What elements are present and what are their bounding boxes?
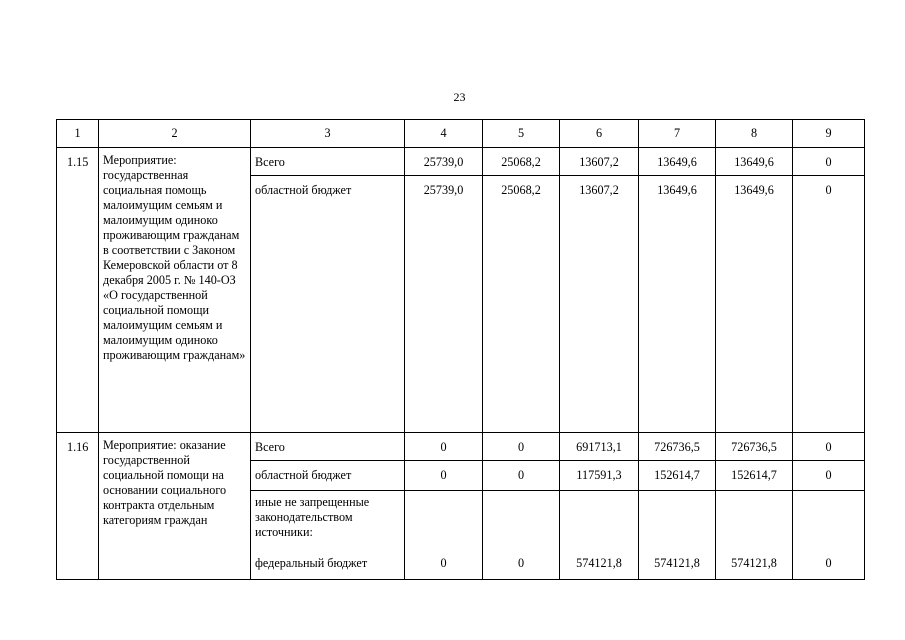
value-cell: 0	[793, 176, 865, 433]
source-label: областной бюджет	[251, 176, 405, 433]
value-cell: 726736,5	[716, 433, 793, 461]
header-row	[57, 120, 865, 148]
header-cell: 7	[639, 120, 716, 148]
header-cell: 9	[793, 120, 865, 148]
header-cell: 8	[716, 120, 793, 148]
value-cell: 0	[793, 433, 865, 461]
value-cell: 0	[483, 461, 560, 491]
source-label: федеральный бюджет	[255, 556, 368, 570]
value-text: 574121,8	[576, 556, 622, 570]
source-heading: иные не запрещенные законодательством источники:	[255, 495, 370, 539]
row-number: 1.16	[57, 433, 99, 580]
value-cell	[716, 491, 793, 580]
value-cell: 13607,2	[560, 176, 639, 433]
header-cell: 3	[251, 120, 405, 148]
budget-table	[56, 119, 865, 580]
source-cell	[251, 491, 405, 580]
header-cell: 1	[57, 120, 99, 148]
source-label: областной бюджет	[251, 461, 405, 491]
row-number: 1.15	[57, 148, 99, 433]
value-cell	[793, 491, 865, 580]
value-cell: 0	[405, 461, 483, 491]
table-row	[57, 433, 865, 461]
value-cell	[560, 491, 639, 580]
value-cell: 13607,2	[560, 148, 639, 176]
header-cell: 2	[99, 120, 251, 148]
value-text: 0	[517, 556, 525, 570]
row-description: Мероприятие: государственная социальная помощь малоимущим семьям и малоимущим одиноко проживающим гражданам в соответствии с Законом Кемеровской области от 8 декабря 2005 г. № 140-ОЗ «О государственной социальной помощи малоимущим семьям и малоимущим одиноко проживающим гражданам»	[99, 148, 251, 433]
value-cell: 691713,1	[560, 433, 639, 461]
value-cell: 25068,2	[483, 176, 560, 433]
value-cell: 0	[793, 461, 865, 491]
value-text: 0	[825, 556, 832, 570]
table-row	[57, 148, 865, 176]
value-cell: 152614,7	[639, 461, 716, 491]
value-cell: 25739,0	[405, 148, 483, 176]
value-cell: 25068,2	[483, 148, 560, 176]
value-cell: 13649,6	[639, 148, 716, 176]
value-cell: 13649,6	[639, 176, 716, 433]
value-cell: 25739,0	[405, 176, 483, 433]
value-cell: 13649,6	[716, 148, 793, 176]
value-text: 574121,8	[654, 556, 700, 570]
header-cell: 6	[560, 120, 639, 148]
row-description: Мероприятие: оказание государственной социальной помощи на основании социального контракта отдельным категориям граждан	[99, 433, 251, 580]
value-text: 0	[440, 556, 447, 570]
value-cell: 0	[483, 433, 560, 461]
value-cell: 0	[405, 433, 483, 461]
header-cell: 5	[483, 120, 560, 148]
header-cell: 4	[405, 120, 483, 148]
value-cell: 726736,5	[639, 433, 716, 461]
source-label: Всего	[251, 433, 405, 461]
value-cell: 0	[793, 148, 865, 176]
value-cell: 117591,3	[560, 461, 639, 491]
value-cell: 152614,7	[716, 461, 793, 491]
value-cell	[639, 491, 716, 580]
page-number: 23	[453, 90, 466, 104]
value-cell	[405, 491, 483, 580]
source-label: Всего	[251, 148, 405, 176]
value-cell: 13649,6	[716, 176, 793, 433]
value-text: 574121,8	[731, 556, 777, 570]
value-cell	[483, 491, 560, 580]
